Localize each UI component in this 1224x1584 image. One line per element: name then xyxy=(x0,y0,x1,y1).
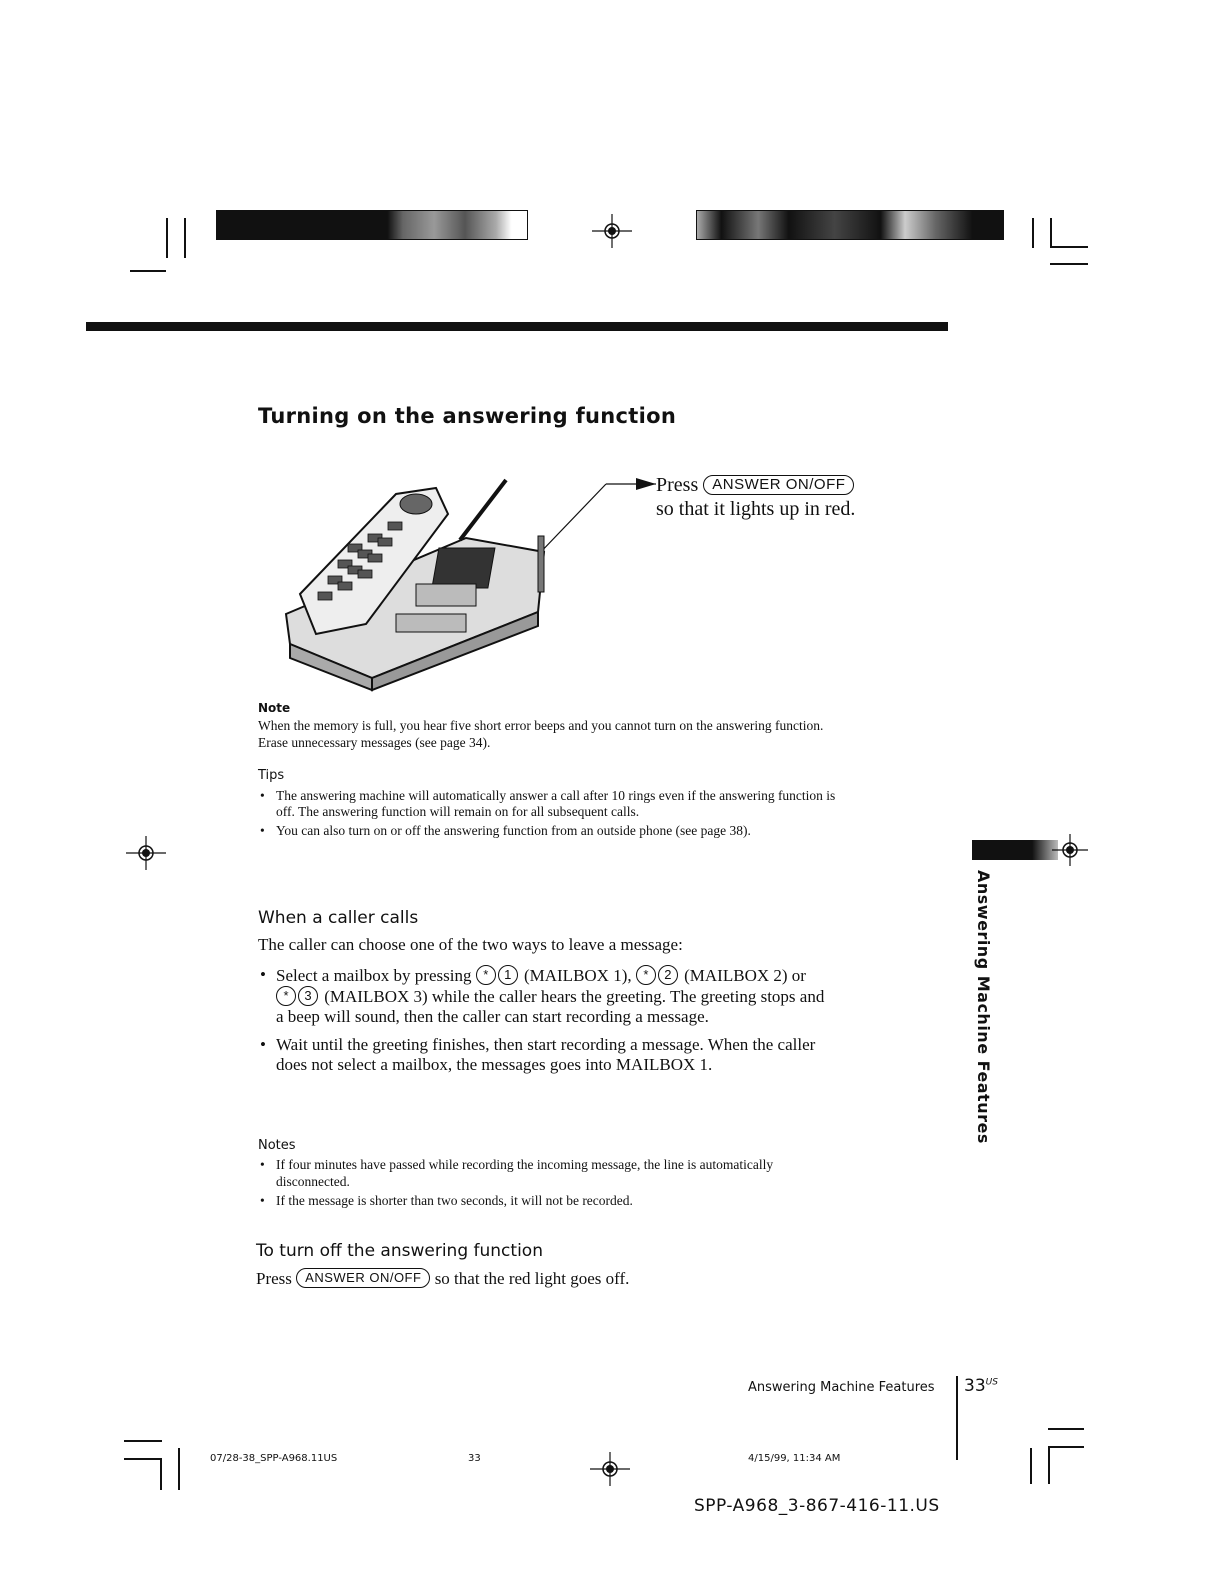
tip-item: • You can also turn on or off the answering function from an outside phone (see page 38). xyxy=(258,823,838,840)
section-heading-turnoff: To turn off the answering function xyxy=(256,1241,543,1261)
crop-mark xyxy=(1048,1448,1050,1484)
tip-item: • The answering machine will automatically answer a call after 10 rings even if the answering function is off. The answering function will remain on for all subsequent calls. xyxy=(258,788,838,821)
crop-mark xyxy=(1032,218,1034,248)
star-key: * xyxy=(276,986,296,1006)
page-title: Turning on the answering function xyxy=(258,404,677,428)
slug-date: 4/15/99, 11:34 AM xyxy=(748,1453,841,1464)
crop-mark xyxy=(166,218,168,258)
crop-mark xyxy=(1048,1428,1084,1430)
crop-mark xyxy=(160,1458,162,1490)
registration-target-icon xyxy=(590,1452,630,1486)
page-number-suffix: US xyxy=(985,1377,998,1388)
crop-mark xyxy=(1050,218,1052,248)
side-tab-bar xyxy=(972,840,1058,860)
tips-heading: Tips xyxy=(258,768,285,783)
key-1: 1 xyxy=(498,965,518,985)
crop-mark xyxy=(130,270,166,272)
tips-block xyxy=(258,768,838,839)
crop-mark xyxy=(124,1458,162,1460)
crop-mark xyxy=(1050,246,1088,248)
select-text: Select a mailbox by pressing xyxy=(276,966,472,985)
mailbox-2-text: (MAILBOX 2) or xyxy=(684,966,806,985)
turnoff-press: Press xyxy=(256,1269,292,1288)
footer-divider xyxy=(956,1376,958,1460)
star-key: * xyxy=(636,965,656,985)
registration-target-icon xyxy=(1052,834,1088,866)
caller-option-wait: • Wait until the greeting finishes, then start recording a message. When the caller does not select a mailbox, the messages goes into MAILBOX 1. xyxy=(258,1035,828,1075)
registration-target-icon xyxy=(126,836,166,870)
notes-heading: Notes xyxy=(258,1138,296,1153)
slug-page: 33 xyxy=(468,1453,481,1464)
color-bar xyxy=(216,210,528,240)
document-id: SPP-A968_3-867-416-11.US xyxy=(694,1496,940,1516)
note-block xyxy=(258,700,838,751)
turnoff-text xyxy=(256,1268,629,1289)
caller-option-mailbox xyxy=(258,965,828,1027)
header-rule xyxy=(86,322,948,331)
page-number-value: 33 xyxy=(964,1376,986,1396)
crop-mark xyxy=(178,1448,180,1490)
phone-illustration xyxy=(276,474,656,696)
answer-onoff-key: ANSWER ON/OFF xyxy=(296,1268,430,1288)
callout-instruction: so that it lights up in red. xyxy=(656,498,856,520)
slug-file: 07/28-38_SPP-A968.11US xyxy=(210,1453,338,1464)
crop-mark xyxy=(1030,1448,1032,1484)
crop-mark xyxy=(1048,1446,1084,1448)
mailbox-1-text: (MAILBOX 1), xyxy=(523,966,632,985)
caller-block xyxy=(258,935,828,1075)
crop-mark xyxy=(184,218,186,258)
page-number xyxy=(964,1376,998,1396)
star-key: * xyxy=(476,965,496,985)
callout-text xyxy=(656,473,855,521)
mailbox-3-text: (MAILBOX 3) while the caller hears the greeting. The greeting stops and a beep will sound, then the caller can start recording a message. xyxy=(276,987,825,1026)
turnoff-instruction: so that the red light goes off. xyxy=(434,1269,630,1288)
caller-intro: The caller can choose one of the two ways to leave a message: xyxy=(258,935,683,954)
note-heading: Note xyxy=(258,701,291,715)
crop-mark xyxy=(1050,263,1088,265)
color-bar xyxy=(696,210,1004,240)
notes-item: • If the message is shorter than two seconds, it will not be recorded. xyxy=(258,1192,838,1209)
callout-press: Press xyxy=(656,474,699,496)
notes-item: • If four minutes have passed while recording the incoming message, the line is automatically disconnected. xyxy=(258,1156,838,1190)
section-heading-caller: When a caller calls xyxy=(258,908,419,928)
side-tab-label: Answering Machine Features xyxy=(974,870,993,1144)
registration-target-icon xyxy=(592,214,632,248)
crop-mark xyxy=(124,1440,162,1442)
key-3: 3 xyxy=(298,986,318,1006)
footer-section: Answering Machine Features xyxy=(748,1380,935,1395)
answer-onoff-key: ANSWER ON/OFF xyxy=(703,475,854,495)
key-2: 2 xyxy=(658,965,678,985)
notes-block xyxy=(258,1137,838,1209)
note-text: When the memory is full, you hear five short error beeps and you cannot turn on the answering function. Erase unnecessary messages (see page 34). xyxy=(258,718,824,750)
